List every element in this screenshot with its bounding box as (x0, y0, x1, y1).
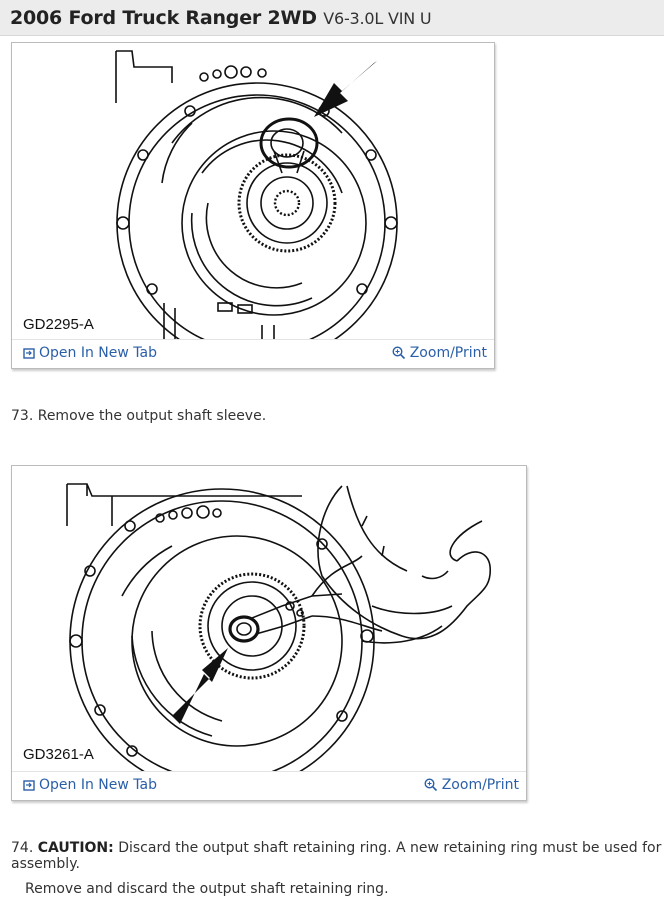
open-in-new-tab-label: Open In New Tab (39, 777, 157, 793)
step-73: 73. Remove the output shaft sleeve. (11, 408, 267, 424)
page-subtitle: V6-3.0L VIN U (323, 9, 432, 28)
step-number: 74. (11, 840, 34, 856)
zoom-icon (424, 778, 438, 792)
zoom-print-label: Zoom/Print (409, 345, 487, 361)
page-header (0, 0, 664, 36)
caution-text: Discard the output shaft retaining ring. A new retaining ring must be used for assembly. (11, 840, 662, 872)
page-title: 2006 Ford Truck Ranger 2WD V6-3.0L VIN U (10, 7, 432, 29)
zoom-print-link[interactable] (392, 345, 487, 361)
transmission-illustration-2 (12, 466, 526, 771)
open-in-new-tab-label: Open In New Tab (39, 345, 157, 361)
open-in-new-tab-link[interactable] (23, 345, 157, 361)
figure-2 (11, 465, 527, 801)
zoom-icon (392, 346, 406, 360)
figure-code: GD3261-A (23, 746, 94, 763)
open-in-new-tab-link[interactable] (23, 777, 157, 793)
caution-label: CAUTION: (37, 840, 114, 856)
zoom-print-link[interactable] (424, 777, 519, 793)
figure-code: GD2295-A (23, 316, 94, 333)
transmission-illustration-1 (12, 43, 494, 339)
zoom-print-label: Zoom/Print (441, 777, 519, 793)
figure-toolbar (12, 339, 494, 368)
step-74-instruction: Remove and discard the output shaft retaining ring. (25, 881, 389, 897)
open-new-tab-icon (23, 779, 35, 791)
step-74-caution (11, 840, 664, 872)
open-new-tab-icon (23, 347, 35, 359)
figure-1 (11, 42, 495, 369)
figure-toolbar (12, 771, 526, 800)
